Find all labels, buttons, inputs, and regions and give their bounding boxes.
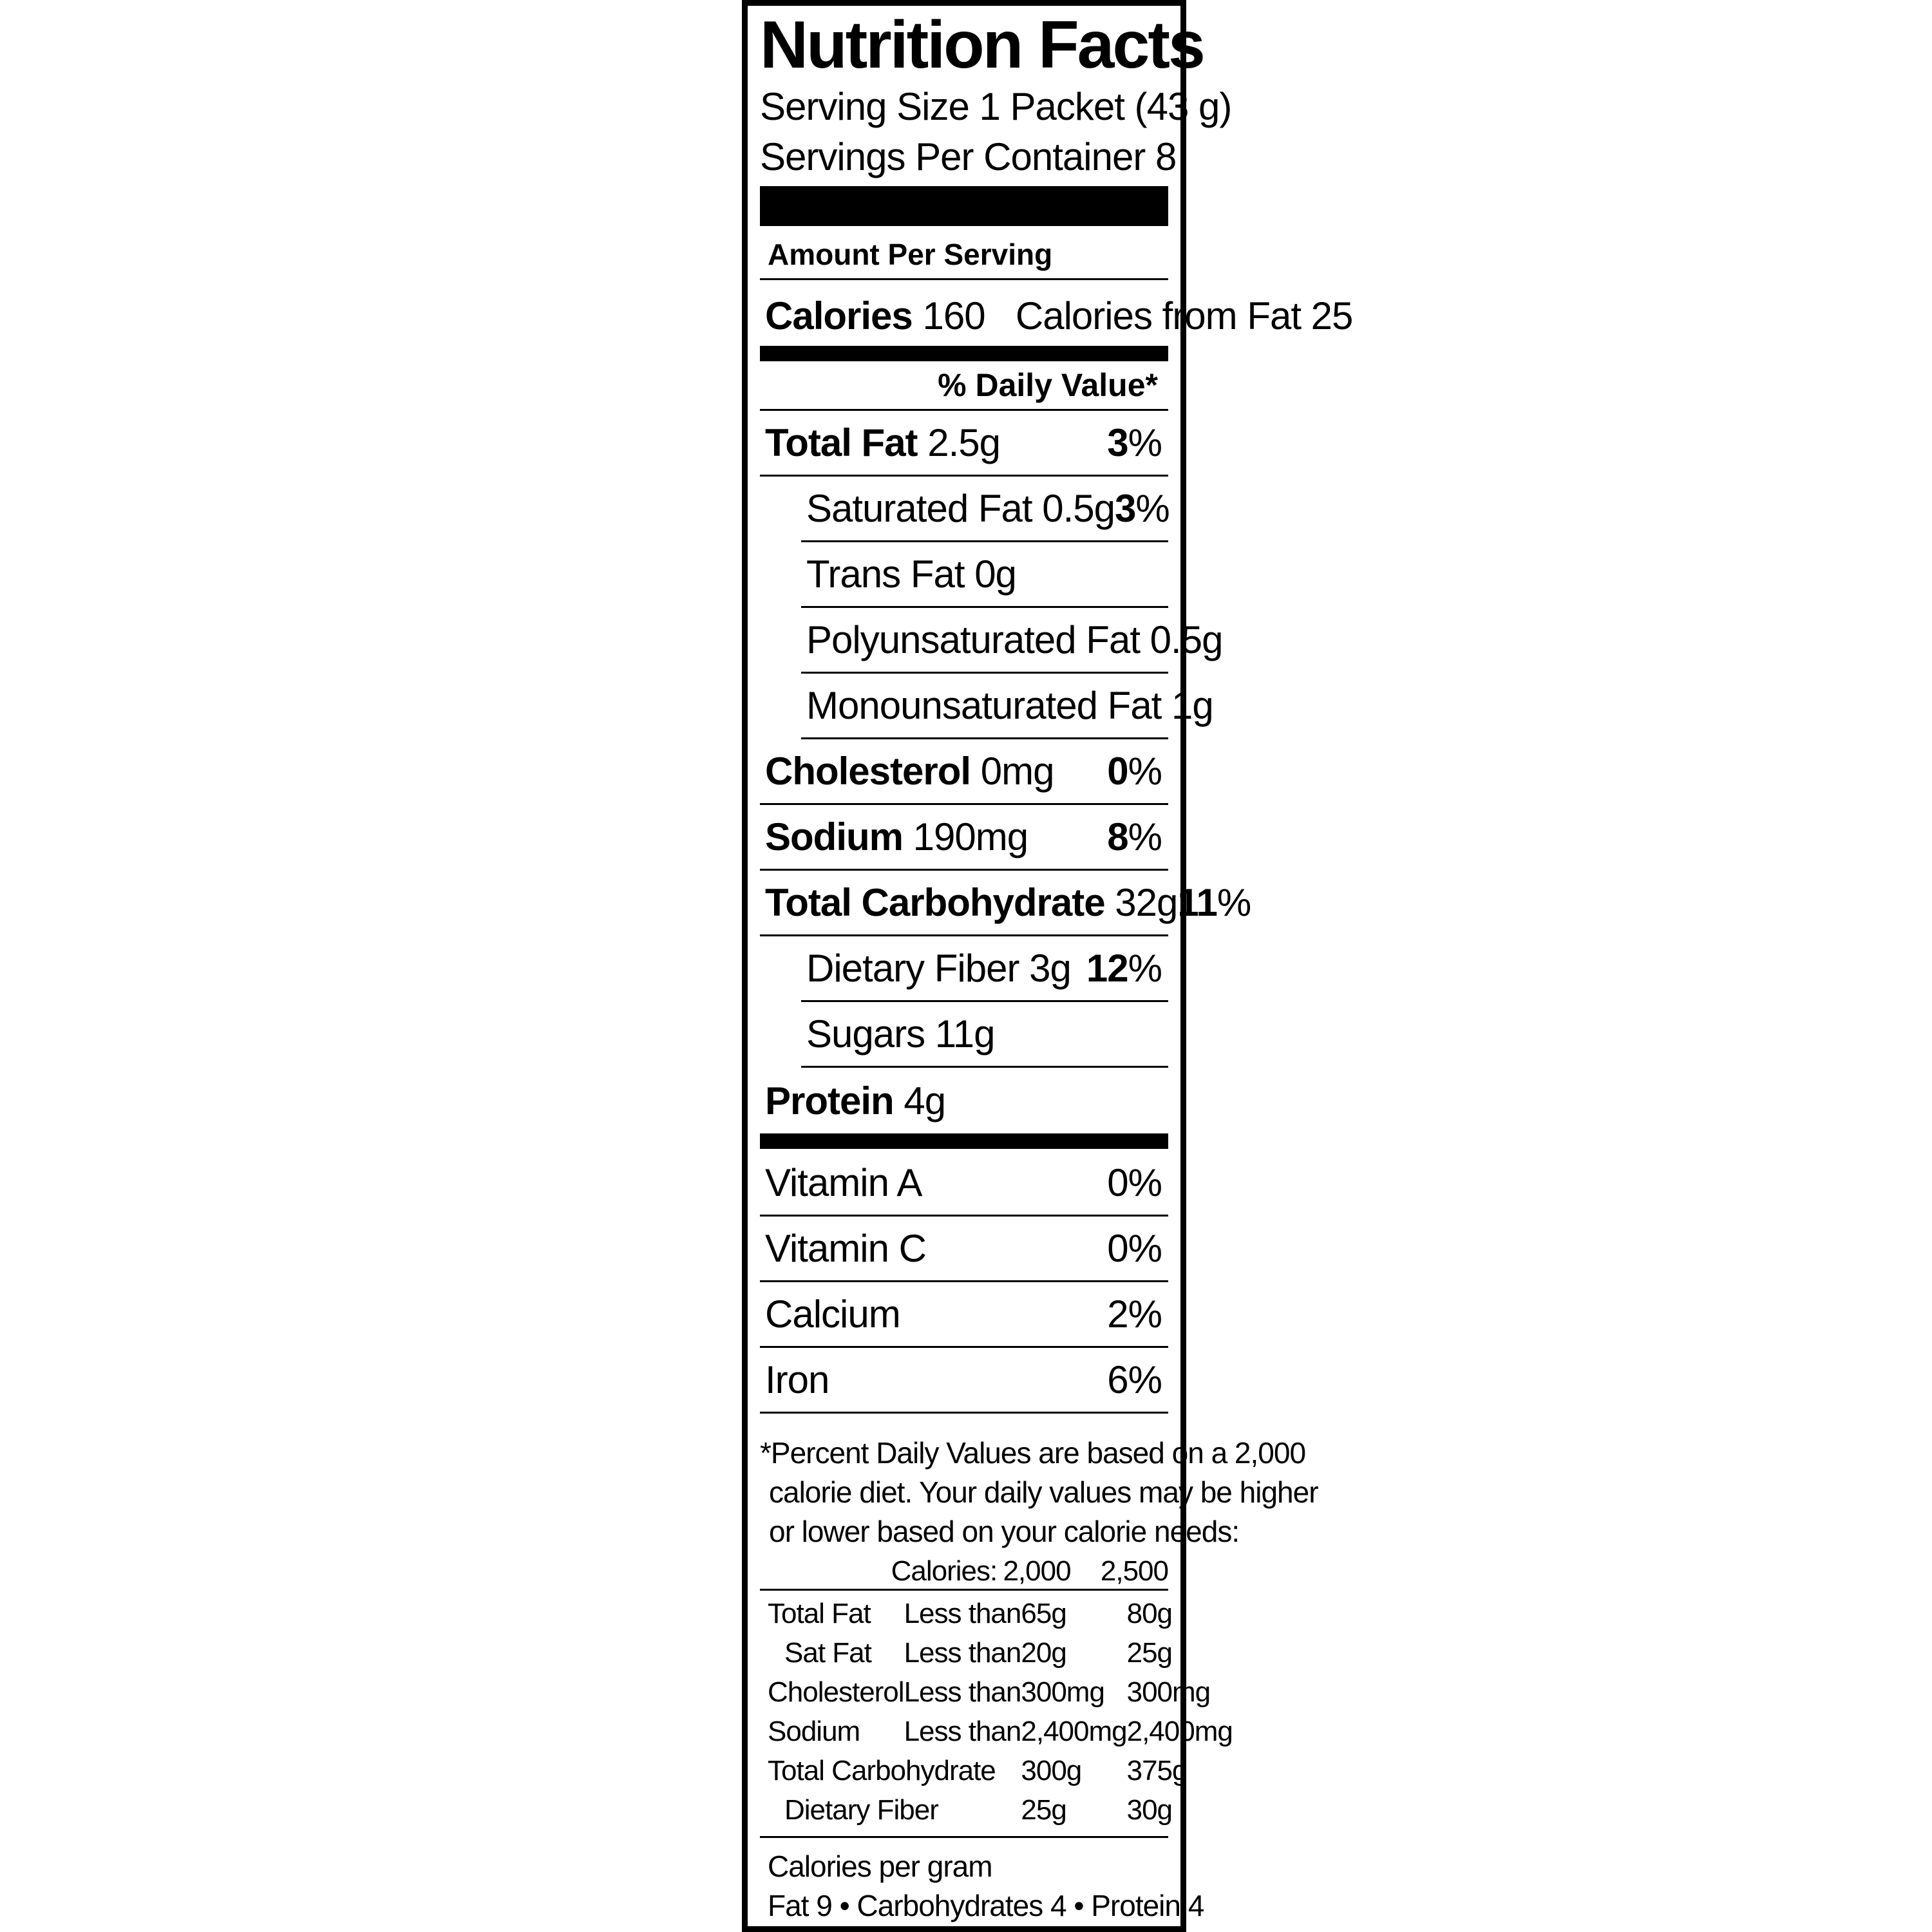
reference-row bbox=[768, 1594, 1233, 1633]
nutrient-amount: 2.5g bbox=[927, 421, 1000, 464]
nutrient-amount: 3g bbox=[1029, 947, 1071, 990]
reference-value-2000: 25g bbox=[1021, 1794, 1066, 1826]
reference-header-calories: Calories: bbox=[891, 1555, 998, 1587]
reference-row bbox=[768, 1790, 1233, 1830]
reference-nutrient: Cholesterol bbox=[768, 1676, 904, 1708]
medium-divider bbox=[760, 1133, 1168, 1149]
vitamin-daily-value: 2% bbox=[1107, 1293, 1162, 1336]
nutrient-name: Polyunsaturated Fat bbox=[806, 618, 1140, 661]
divider bbox=[760, 1836, 1168, 1838]
medium-divider bbox=[760, 346, 1168, 361]
calories-row bbox=[760, 284, 1353, 348]
reference-value-2500: 30g bbox=[1126, 1794, 1173, 1826]
footnote-line: or lower based on your calorie needs: bbox=[769, 1515, 1240, 1548]
divider bbox=[760, 1589, 1168, 1591]
nutrient-amount: 0mg bbox=[980, 750, 1054, 793]
reference-row bbox=[768, 1672, 1233, 1712]
nutrient-amount: 0g bbox=[974, 553, 1016, 596]
vitamin-row-c bbox=[760, 1217, 1168, 1282]
calories-per-gram-label: Calories per gram bbox=[768, 1850, 992, 1883]
reference-header-row bbox=[760, 1551, 1168, 1591]
vitamin-row-calcium bbox=[760, 1282, 1168, 1348]
daily-value-number: 8 bbox=[1107, 815, 1128, 858]
nutrient-name: Saturated Fat bbox=[806, 487, 1032, 530]
reference-value-2000: 65g bbox=[1021, 1597, 1066, 1629]
vitamin-name: Vitamin A bbox=[765, 1161, 922, 1204]
divider bbox=[760, 278, 1168, 280]
reference-row bbox=[768, 1633, 1233, 1672]
amount-per-serving-heading: Amount Per Serving bbox=[768, 238, 1053, 271]
calories-value: 160 bbox=[922, 294, 985, 337]
thick-divider bbox=[760, 186, 1168, 226]
footnote bbox=[760, 1434, 1318, 1551]
nutrient-amount: 0.5g bbox=[1150, 618, 1223, 661]
reference-value-2000: 20g bbox=[1021, 1636, 1066, 1669]
reference-value-2500: 2,400mg bbox=[1126, 1715, 1233, 1747]
daily-value-number: 3 bbox=[1115, 487, 1136, 530]
nutrient-row-sodium bbox=[760, 805, 1168, 871]
nutrient-row-total-fat bbox=[760, 411, 1168, 477]
reference-header-2500: 2,500 bbox=[1100, 1555, 1168, 1587]
vitamin-daily-value: 6% bbox=[1107, 1358, 1162, 1401]
reference-value-2500: 300mg bbox=[1126, 1676, 1211, 1708]
label-title: Nutrition Facts bbox=[760, 8, 1204, 82]
reference-qualifier: Less than bbox=[904, 1715, 1021, 1747]
nutrient-name: Monounsaturated Fat bbox=[806, 684, 1162, 727]
vitamin-list bbox=[760, 1151, 1168, 1414]
nutrient-row-total-carbohydrate bbox=[760, 871, 1251, 936]
nutrition-facts-label bbox=[742, 0, 1353, 1932]
vitamin-name: Iron bbox=[765, 1358, 829, 1401]
reference-nutrient: Total Carbohydrate bbox=[768, 1754, 996, 1786]
servings-per-container: Servings Per Container 8 bbox=[760, 135, 1177, 178]
serving-size: Serving Size 1 Packet (43 g) bbox=[760, 85, 1232, 128]
nutrient-name: Total Fat bbox=[765, 421, 918, 464]
nutrient-amount: 0.5g bbox=[1042, 487, 1115, 530]
calories-from-fat: Calories from Fat 25 bbox=[1015, 294, 1353, 337]
vitamin-row-a bbox=[760, 1151, 1168, 1217]
reference-row bbox=[768, 1712, 1233, 1751]
daily-value-number: 3 bbox=[1107, 421, 1128, 464]
reference-qualifier: Less than bbox=[904, 1636, 1021, 1669]
nutrient-row-monounsaturated-fat bbox=[801, 674, 1213, 739]
reference-row bbox=[768, 1751, 1233, 1790]
nutrient-row-trans-fat bbox=[801, 542, 1168, 608]
footnote-line: *Percent Daily Values are based on a 2,000 bbox=[760, 1436, 1306, 1470]
nutrient-amount: 1g bbox=[1171, 684, 1213, 727]
reference-value-2000: 300mg bbox=[1021, 1676, 1104, 1708]
reference-value-2500: 25g bbox=[1126, 1636, 1173, 1669]
nutrient-name: Sodium bbox=[765, 815, 903, 858]
daily-value-header: % Daily Value* bbox=[938, 367, 1158, 403]
daily-value-percent-sign: % bbox=[1135, 487, 1170, 530]
nutrient-row-cholesterol bbox=[760, 739, 1168, 805]
vitamin-name: Vitamin C bbox=[765, 1227, 926, 1270]
daily-value-number: 11 bbox=[1177, 881, 1217, 924]
nutrient-amount: 32g bbox=[1115, 881, 1178, 924]
nutrient-row-sugars bbox=[801, 1002, 1168, 1068]
nutrient-row-dietary-fiber bbox=[801, 936, 1168, 1002]
calories-per-gram-section bbox=[760, 1847, 1204, 1926]
nutrient-name: Protein bbox=[765, 1079, 894, 1122]
daily-value-percent-sign: % bbox=[1128, 815, 1162, 858]
reference-value-2000: 300g bbox=[1021, 1754, 1082, 1786]
vitamin-daily-value: 0% bbox=[1107, 1161, 1162, 1204]
reference-value-2000: 2,400mg bbox=[1021, 1715, 1127, 1747]
daily-value-percent-sign: % bbox=[1128, 750, 1162, 793]
vitamin-row-iron bbox=[760, 1348, 1168, 1414]
nutrient-row-polyunsaturated-fat bbox=[801, 608, 1223, 674]
nutrient-name: Cholesterol bbox=[765, 750, 971, 793]
nutrient-name: Total Carbohydrate bbox=[765, 881, 1105, 924]
reference-value-2500: 375g bbox=[1126, 1754, 1188, 1786]
nutrient-name: Sugars bbox=[806, 1012, 925, 1056]
daily-value-number: 12 bbox=[1086, 947, 1128, 990]
reference-nutrient: Total Fat bbox=[768, 1597, 871, 1629]
nutrient-name: Dietary Fiber bbox=[806, 947, 1019, 990]
reference-nutrient: Sodium bbox=[768, 1715, 860, 1747]
reference-table bbox=[760, 1594, 1233, 1830]
nutrient-amount: 11g bbox=[934, 1012, 995, 1056]
nutrient-row-protein bbox=[760, 1068, 1168, 1133]
footnote-line: calorie diet. Your daily values may be higher bbox=[769, 1475, 1318, 1509]
daily-value-percent-sign: % bbox=[1217, 881, 1251, 924]
nutrient-row-saturated-fat bbox=[801, 477, 1168, 542]
daily-value-number: 0 bbox=[1107, 750, 1128, 793]
nutrient-amount: 4g bbox=[904, 1079, 946, 1122]
nutrient-amount: 190mg bbox=[913, 815, 1028, 858]
nutrient-name: Trans Fat bbox=[806, 553, 965, 596]
calories-per-gram-values: Fat 9 • Carbohydrates 4 • Protein 4 bbox=[768, 1889, 1204, 1922]
nutrient-list bbox=[760, 411, 1251, 1133]
reference-header-2000: 2,000 bbox=[1003, 1555, 1071, 1587]
reference-nutrient: Sat Fat bbox=[784, 1636, 871, 1669]
calories-label: Calories bbox=[765, 294, 913, 337]
reference-qualifier: Less than bbox=[904, 1676, 1021, 1708]
daily-value-percent-sign: % bbox=[1128, 947, 1162, 990]
reference-value-2500: 80g bbox=[1126, 1597, 1173, 1629]
reference-qualifier: Less than bbox=[904, 1597, 1021, 1629]
daily-value-percent-sign: % bbox=[1128, 421, 1162, 464]
vitamin-daily-value: 0% bbox=[1107, 1227, 1162, 1270]
vitamin-name: Calcium bbox=[765, 1293, 900, 1336]
reference-nutrient: Dietary Fiber bbox=[784, 1794, 938, 1826]
